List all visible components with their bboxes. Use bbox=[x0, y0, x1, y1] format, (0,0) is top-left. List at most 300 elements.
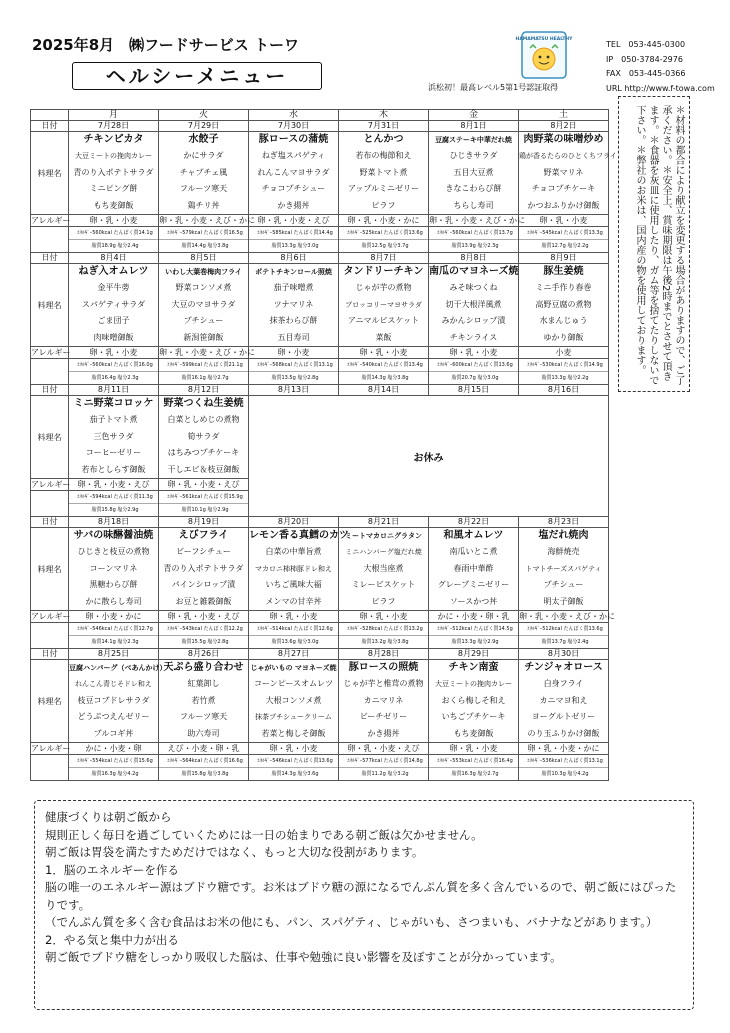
energy-protein: ｴﾈﾙｷﾞｰ543kcal たんぱく質12.2g bbox=[167, 626, 243, 632]
menu-cell bbox=[69, 264, 159, 347]
nutrition-cell bbox=[159, 491, 249, 517]
side-dish: 菜飯 bbox=[375, 332, 392, 342]
main-dish: ねぎ入オムレツ bbox=[78, 266, 149, 277]
allergy-cell: 卵・乳・小麦 bbox=[339, 347, 429, 359]
fat-salt: 脂質14.3g 塩分3.6g bbox=[249, 767, 338, 780]
menu-cell bbox=[339, 132, 429, 215]
side-dish: スパゲティサラダ bbox=[81, 299, 146, 309]
fat-salt: 脂質13.3g 塩分2.9g bbox=[429, 635, 518, 648]
fat-salt: 脂質16.4g 塩分2.3g bbox=[69, 371, 158, 384]
info-line: 規則正しく毎日を過ごしていくためには一日の始まりである朝ご飯は欠かせません。 bbox=[45, 827, 483, 842]
date-cell: 8月19日 bbox=[159, 517, 249, 528]
energy-protein: ｴﾈﾙｷﾞｰ579kcal たんぱく質16.5g bbox=[167, 230, 243, 236]
fat-salt: 脂質14.3g 塩分3.8g bbox=[339, 371, 428, 384]
allergy-cell: 卵・小麦 bbox=[249, 347, 339, 359]
side-dish: 春雨中華酢 bbox=[453, 563, 494, 573]
allergy-cell: 卵・乳・小麦 bbox=[69, 347, 159, 359]
side-dish: 大豆ミートの挽肉カレー bbox=[75, 152, 152, 161]
info-line: 脳の唯一のエネルギー源はブドウ糖です。お米はブドウ糖の源になるでんぷん質を多く含んでいるので、朝ご飯にはぴったりです。 bbox=[45, 880, 677, 912]
side-dish: カニマヨ和え bbox=[539, 695, 588, 705]
side-dish: 茄子トマト煮 bbox=[89, 415, 138, 425]
main-dish: 南瓜のマヨネーズ焼 bbox=[429, 266, 519, 277]
main-dish: えびフライ bbox=[178, 530, 229, 541]
side-dish: 野菜マリネ bbox=[543, 167, 584, 177]
allergy-cell: 小麦 bbox=[519, 347, 609, 359]
date-row bbox=[31, 253, 609, 264]
main-dish: 野菜つくね生姜焼 bbox=[163, 398, 244, 409]
side-dish: コーンピースオムレツ bbox=[253, 679, 334, 689]
fat-salt: 脂質16.3g 塩分2.7g bbox=[429, 767, 518, 780]
side-dish: 抹茶プチシュークリーム bbox=[255, 713, 332, 722]
nutrition-cell bbox=[429, 623, 519, 649]
side-dish: 野菜コンソメ煮 bbox=[175, 283, 232, 293]
menu-cell bbox=[339, 660, 429, 743]
nutrition-cell bbox=[69, 755, 159, 781]
menu-cell bbox=[249, 264, 339, 347]
nutrition-cell bbox=[69, 491, 159, 517]
fat-salt: 脂質18.9g 塩分2.4g bbox=[69, 239, 158, 252]
energy-protein: ｴﾈﾙｷﾞｰ568kcal たんぱく質13.1g bbox=[257, 362, 333, 368]
energy-protein: ｴﾈﾙｷﾞｰ554kcal たんぱく質15.6g bbox=[77, 758, 153, 764]
nutrition-cell bbox=[159, 755, 249, 781]
side-dish: はちみつプチケーキ bbox=[167, 448, 240, 458]
side-dish: みかんシロップ漬 bbox=[441, 316, 506, 326]
allergy-cell: 卵・乳・小麦・かに bbox=[519, 743, 609, 755]
energy-protein: ｴﾈﾙｷﾞｰ512kcal たんぱく質14.5g bbox=[437, 626, 513, 632]
allergy-cell: 卵・小麦・かに bbox=[69, 611, 159, 623]
allergy-label: アレルギー bbox=[31, 348, 71, 357]
fat-salt: 脂質13.9g 塩分2.3g bbox=[429, 239, 518, 252]
date-label: 日付 bbox=[31, 649, 69, 660]
date-cell: 8月15日 bbox=[429, 385, 519, 396]
side-dish: 新潟笹御飯 bbox=[183, 332, 224, 342]
side-dish: 鶏チリ丼 bbox=[187, 200, 220, 210]
nutrition-label bbox=[31, 227, 69, 253]
energy-protein: ｴﾈﾙｷﾞｰ525kcal たんぱく質13.6g bbox=[347, 230, 423, 236]
side-dish: かに散らし寿司 bbox=[85, 596, 142, 606]
side-dish: 抹茶わらび餅 bbox=[269, 316, 318, 326]
menu-cell bbox=[339, 264, 429, 347]
side-dish: 五目寿司 bbox=[277, 332, 310, 342]
side-dish: ブルコギ丼 bbox=[93, 728, 134, 738]
side-dish: じゃが芋と椎茸の煮物 bbox=[343, 679, 424, 689]
side-dish: 枝豆コブドレサラダ bbox=[77, 695, 150, 705]
side-dish: ちらし寿司 bbox=[453, 200, 494, 210]
fat-salt: 脂質15.8g 塩分2.9g bbox=[69, 503, 158, 516]
info-box bbox=[34, 800, 694, 1010]
side-dish: チャプチェ風 bbox=[179, 167, 228, 177]
weekday-header-row bbox=[31, 110, 609, 121]
fat-salt: 脂質15.8g 塩分3.8g bbox=[159, 767, 248, 780]
main-dish: ポテトチキンロール照焼 bbox=[255, 268, 332, 276]
main-dish: じゃがいもの マヨネーズ焼 bbox=[250, 664, 337, 672]
dish-label: 料理名 bbox=[31, 528, 69, 611]
info-line: 朝ご飯でブドウ糖をしっかり吸収した脳は、仕事や勉強に良い影響を及ぼすことが分かっています。 bbox=[45, 950, 562, 964]
side-dish: ミレービスケット bbox=[351, 580, 416, 590]
side-dish: トマトチーズスパゲティ bbox=[525, 564, 602, 573]
nutrition-cell bbox=[519, 755, 609, 781]
main-dish: 豚生姜焼 bbox=[543, 266, 584, 277]
dish-row bbox=[31, 264, 609, 347]
side-dish: 金平牛蒡 bbox=[97, 283, 130, 293]
side-dish: フルーツ寒天 bbox=[179, 712, 228, 722]
nutrition-cell bbox=[249, 623, 339, 649]
date-cell: 7月31日 bbox=[339, 121, 429, 132]
weekday-cell: 金 bbox=[429, 110, 519, 121]
fat-salt: 脂質14.4g 塩分3.8g bbox=[159, 239, 248, 252]
side-dish: かき揚丼 bbox=[277, 200, 310, 210]
side-dish: 海鮮焼売 bbox=[547, 547, 580, 557]
menu-cell bbox=[519, 660, 609, 743]
main-dish: チキンピカタ bbox=[83, 134, 144, 145]
dish-row bbox=[31, 660, 609, 743]
allergy-cell: かに・小麦・卵 bbox=[69, 743, 159, 755]
side-dish: 野菜トマト煮 bbox=[359, 167, 408, 177]
menu-cell bbox=[429, 132, 519, 215]
info-line: 朝ご飯は胃袋を満たすためだけではなく、もっと大切な役割があります。 bbox=[45, 845, 424, 859]
side-dish: ミニピング餅 bbox=[89, 184, 138, 194]
nutrition-cell bbox=[339, 755, 429, 781]
allergy-cell: 卵・乳・小麦・かに bbox=[339, 215, 429, 227]
nutrition-cell bbox=[159, 359, 249, 385]
main-dish: 豆腐ステーキ中華だれ焼 bbox=[435, 136, 512, 144]
date-row bbox=[31, 649, 609, 660]
nutrition-cell bbox=[159, 623, 249, 649]
weekday-cell: 月 bbox=[69, 110, 159, 121]
date-label: 日付 bbox=[31, 517, 69, 528]
energy-protein: ｴﾈﾙｷﾞｰ546kcal たんぱく質13.6g bbox=[257, 758, 333, 764]
main-dish: いわし大葉巻梅肉フライ bbox=[165, 268, 242, 276]
nutrition-row bbox=[31, 227, 609, 253]
side-dish: かにサラダ bbox=[183, 151, 224, 161]
info-point-heading: 1．脳のエネルギーを作る bbox=[45, 862, 179, 877]
allergy-label: アレルギー bbox=[31, 480, 71, 489]
side-dish: かき揚丼 bbox=[367, 728, 400, 738]
side-dish: 黒糖わらび餅 bbox=[89, 580, 138, 590]
notice-box bbox=[618, 96, 690, 392]
date-cell: 7月30日 bbox=[249, 121, 339, 132]
date-row bbox=[31, 517, 609, 528]
nutrition-cell bbox=[249, 227, 339, 253]
main-dish: サバの味醂醤油焼 bbox=[73, 530, 154, 541]
side-dish: みそ味つくね bbox=[449, 283, 498, 293]
side-dish: 白菜としめじの煮物 bbox=[167, 415, 240, 425]
side-dish: もち麦御飯 bbox=[93, 200, 134, 210]
contact-ip: IP 050-3784-2976 bbox=[606, 54, 683, 64]
side-dish: チキンライス bbox=[449, 332, 498, 342]
date-cell: 8月9日 bbox=[519, 253, 609, 264]
nutrition-row bbox=[31, 359, 609, 385]
date-row bbox=[31, 121, 609, 132]
nutrition-cell bbox=[429, 227, 519, 253]
dish-label: 料理名 bbox=[31, 264, 69, 347]
energy-protein: ｴﾈﾙｷﾞｰ577kcal たんぱく質14.8g bbox=[347, 758, 423, 764]
menu-cell bbox=[249, 132, 339, 215]
nutrition-label bbox=[31, 491, 69, 517]
nutrition-cell bbox=[69, 359, 159, 385]
fat-salt: 脂質13.5g 塩分2.8g bbox=[249, 371, 338, 384]
side-dish: チョコプチケーキ bbox=[531, 184, 596, 194]
side-dish: マカロニ柿柿豚ドレ和え bbox=[255, 564, 332, 573]
allergy-cell: 卵・乳・小麦・えび bbox=[69, 479, 159, 491]
main-dish: チンジャオロース bbox=[524, 662, 603, 673]
energy-protein: ｴﾈﾙｷﾞｰ585kcal たんぱく質14.4g bbox=[257, 230, 333, 236]
side-dish: コーンマリネ bbox=[89, 563, 138, 573]
side-dish: のり玉ふりかけ御飯 bbox=[527, 728, 600, 738]
menu-cell bbox=[339, 528, 429, 611]
nutrition-cell bbox=[339, 623, 429, 649]
weekday-cell: 木 bbox=[339, 110, 429, 121]
date-cell: 8月22日 bbox=[429, 517, 519, 528]
energy-protein: ｴﾈﾙｷﾞｰ546kcal たんぱく質12.7g bbox=[77, 626, 153, 632]
allergy-cell: 卵・乳・小麦・えび bbox=[339, 743, 429, 755]
side-dish: 若菜と梅しそ御飯 bbox=[261, 728, 326, 738]
dish-row bbox=[31, 132, 609, 215]
date-cell: 7月28日 bbox=[69, 121, 159, 132]
menu-cell bbox=[519, 528, 609, 611]
nutrition-label bbox=[31, 623, 69, 649]
nutrition-cell bbox=[69, 623, 159, 649]
side-dish: ヨーグルトゼリー bbox=[531, 712, 596, 722]
fat-salt: 脂質15.5g 塩分2.8g bbox=[159, 635, 248, 648]
date-cell: 8月18日 bbox=[69, 517, 159, 528]
energy-protein: ｴﾈﾙｷﾞｰ600kcal たんぱく質13.6g bbox=[437, 362, 513, 368]
allergy-cell: 卵・乳・小麦・えび bbox=[159, 611, 249, 623]
menu-cell bbox=[69, 660, 167, 743]
contact-tel: TEL 053-445-0300 bbox=[606, 40, 686, 49]
side-dish: 大豆ミートの挽肉カレー bbox=[435, 680, 512, 689]
energy-protein: ｴﾈﾙｷﾞｰ560kcal たんぱく質13.7g bbox=[437, 230, 513, 236]
main-dish: 豚ロースの照焼 bbox=[348, 662, 419, 673]
allergy-cell: 卵・乳・小麦 bbox=[249, 611, 339, 623]
date-cell: 8月4日 bbox=[69, 253, 159, 264]
allergy-cell: 卵・乳・小麦 bbox=[429, 743, 519, 755]
side-dish: れんこんマヨサラダ bbox=[257, 167, 330, 177]
healthy-logo bbox=[515, 30, 573, 80]
date-row bbox=[31, 385, 609, 396]
side-dish: お豆と雑穀御飯 bbox=[175, 596, 232, 606]
menu-cell bbox=[159, 396, 249, 479]
allergy-cell: 卵・乳・小麦・えび bbox=[249, 215, 339, 227]
side-dish: 切干大根洋風煮 bbox=[445, 299, 502, 309]
allergy-label: アレルギー bbox=[31, 216, 71, 225]
side-dish: 白身フライ bbox=[543, 679, 584, 689]
info-line: （でんぷん質を多く含む食品はお米の他にも、パン、スパゲティ、じゃがいも、さつまいも、バナナなどがあります。） bbox=[45, 915, 658, 929]
side-dish: 大根当座煮 bbox=[363, 563, 404, 573]
fat-salt: 脂質12.5g 塩分3.7g bbox=[339, 239, 428, 252]
side-dish: 大根コンソメ煮 bbox=[265, 695, 322, 705]
menu-cell bbox=[69, 528, 159, 611]
allergy-cell: 卵・乳・小麦・えび bbox=[159, 479, 249, 491]
side-dish: ツナマリネ bbox=[273, 299, 314, 309]
date-cell: 8月26日 bbox=[159, 649, 249, 660]
side-dish: かつおふりかけ御飯 bbox=[527, 200, 600, 210]
contact-url[interactable]: URL http://www.f-towa.com bbox=[606, 83, 715, 93]
side-dish: 干しエビ＆枝豆御飯 bbox=[167, 464, 240, 474]
allergy-label: アレルギー bbox=[31, 744, 71, 753]
allergy-row bbox=[31, 215, 609, 227]
allergy-row bbox=[31, 611, 609, 623]
side-dish: アップルミニゼリー bbox=[347, 184, 420, 194]
fat-salt: 脂質10.1g 塩分2.9g bbox=[159, 503, 248, 516]
allergy-cell: 卵・乳・小麦 bbox=[249, 743, 339, 755]
side-dish: プチシュー bbox=[183, 316, 224, 326]
side-dish: 鶏が香るたらのひとくちフライ bbox=[519, 152, 617, 161]
holiday-cell: お休み bbox=[249, 396, 609, 517]
side-dish: 水まんじゅう bbox=[539, 316, 588, 326]
side-dish: ミニハンバーグ塩だれ焼 bbox=[345, 548, 422, 557]
main-dish: タンドリーチキン bbox=[343, 266, 424, 277]
healthy-logo-icon bbox=[515, 30, 573, 80]
side-dish: きなこわらび餅 bbox=[445, 184, 502, 194]
side-dish: 白菜の中華旨煮 bbox=[265, 547, 322, 557]
dish-label: 料理名 bbox=[31, 132, 69, 215]
info-heading: 健康づくりは朝ご飯から bbox=[45, 810, 172, 824]
side-dish: メンマの甘辛丼 bbox=[265, 596, 322, 606]
main-dish: レモン香る真鱈のカツ bbox=[249, 530, 349, 541]
date-cell: 8月1日 bbox=[429, 121, 519, 132]
fat-salt: 脂質13.6g 塩分3.0g bbox=[249, 635, 338, 648]
energy-protein: ｴﾈﾙｷﾞｰ540kcal たんぱく質13.4g bbox=[347, 362, 423, 368]
weekday-cell: 水 bbox=[249, 110, 339, 121]
fat-salt: 脂質13.3g 塩分3.0g bbox=[249, 239, 338, 252]
nutrition-label bbox=[31, 755, 69, 781]
nutrition-cell bbox=[159, 227, 249, 253]
corner-cell bbox=[31, 110, 69, 121]
menu-table-wrap bbox=[30, 109, 617, 781]
dish-row bbox=[31, 396, 609, 479]
allergy-cell: 卵・乳・小麦・えび・かに bbox=[519, 612, 615, 621]
side-dish: 大豆のマヨサラダ bbox=[171, 299, 236, 309]
fat-salt: 脂質16.1g 塩分2.7g bbox=[159, 371, 248, 384]
side-dish: 茄子味噌煮 bbox=[273, 283, 314, 293]
allergy-label: アレルギー bbox=[31, 612, 71, 621]
side-dish: 助六寿司 bbox=[187, 728, 220, 738]
nutrition-label bbox=[31, 359, 69, 385]
side-dish: ゆかり御飯 bbox=[543, 332, 584, 342]
energy-protein: ｴﾈﾙｷﾞｰ530kcal たんぱく質14.9g bbox=[527, 362, 603, 368]
side-dish: アニマルビスケット bbox=[347, 316, 420, 326]
allergy-cell: 卵・乳・小麦・えび・かに bbox=[159, 216, 255, 225]
date-cell: 8月5日 bbox=[159, 253, 249, 264]
menu-cell bbox=[519, 264, 609, 347]
side-dish: パインシロップ漬 bbox=[171, 580, 236, 590]
side-dish: 筍サラダ bbox=[187, 431, 220, 441]
side-dish: 若布としらす御飯 bbox=[81, 464, 146, 474]
energy-protein: ｴﾈﾙｷﾞｰ553kcal たんぱく質16.4g bbox=[437, 758, 513, 764]
fat-salt: 脂質14.1g 塩分2.3g bbox=[69, 635, 158, 648]
side-dish: ピラフ bbox=[371, 200, 396, 210]
side-dish: チョコプチシュー bbox=[261, 184, 326, 194]
side-dish: ビーチゼリー bbox=[359, 712, 408, 722]
nutrition-cell bbox=[249, 755, 339, 781]
date-cell: 8月14日 bbox=[339, 385, 429, 396]
side-dish: どうぶつえんゼリー bbox=[77, 712, 150, 722]
side-dish: フルーツ寒天 bbox=[179, 184, 228, 194]
energy-protein: ｴﾈﾙｷﾞｰ561kcal たんぱく質15.9g bbox=[167, 494, 243, 500]
main-dish: 和風オムレツ bbox=[443, 530, 504, 541]
dish-label: 料理名 bbox=[31, 660, 69, 743]
contact-fax: FAX 053-445-0366 bbox=[606, 69, 686, 78]
energy-protein: ｴﾈﾙｷﾞｰ594kcal たんぱく質11.3g bbox=[77, 494, 153, 500]
nutrition-cell bbox=[519, 227, 609, 253]
fat-salt: 脂質10.3g 塩分4.2g bbox=[519, 767, 608, 780]
energy-protein: ｴﾈﾙｷﾞｰ560kcal たんぱく質16.0g bbox=[77, 362, 153, 368]
nutrition-cell bbox=[519, 623, 609, 649]
side-dish: じゃが芋の煮物 bbox=[355, 283, 412, 293]
nutrition-row bbox=[31, 623, 609, 649]
side-dish: 青のり入ポテトサラダ bbox=[73, 167, 154, 177]
side-dish: プチシュー bbox=[543, 580, 584, 590]
fat-salt: 脂質12.7g 塩分2.2g bbox=[519, 239, 608, 252]
date-cell: 8月7日 bbox=[339, 253, 429, 264]
menu-cell bbox=[69, 132, 159, 215]
nutrition-cell bbox=[339, 227, 429, 253]
menu-cell bbox=[159, 132, 249, 215]
energy-protein: ｴﾈﾙｷﾞｰ512kcal たんぱく質13.6g bbox=[527, 626, 603, 632]
main-dish: 水餃子 bbox=[188, 134, 219, 145]
nutrition-cell bbox=[519, 359, 609, 385]
side-dish: ごま団子 bbox=[97, 316, 130, 326]
info-point-heading: 2．やる気と集中力が出る bbox=[45, 932, 179, 947]
nutrition-cell bbox=[429, 359, 519, 385]
date-cell: 8月6日 bbox=[249, 253, 339, 264]
side-dish: ブロッコリーマヨサラダ bbox=[345, 300, 422, 309]
side-dish: ミニ手作り春巻 bbox=[535, 283, 592, 293]
side-dish: 若竹煮 bbox=[191, 695, 216, 705]
menu-cell bbox=[429, 264, 519, 347]
energy-protein: ｴﾈﾙｷﾞｰ545kcal たんぱく質13.3g bbox=[527, 230, 603, 236]
allergy-row bbox=[31, 347, 609, 359]
side-dish: いちごプチケーキ bbox=[441, 712, 506, 722]
date-cell: 8月8日 bbox=[429, 253, 519, 264]
date-cell: 8月28日 bbox=[339, 649, 429, 660]
date-cell: 8月21日 bbox=[339, 517, 429, 528]
energy-protein: ｴﾈﾙｷﾞｰ528kcal たんぱく質13.2g bbox=[347, 626, 423, 632]
energy-protein: ｴﾈﾙｷﾞｰ514kcal たんぱく質12.6g bbox=[257, 626, 333, 632]
energy-protein: ｴﾈﾙｷﾞｰ599kcal たんぱく質21.1g bbox=[167, 362, 243, 368]
side-dish: 肉味噌御飯 bbox=[93, 332, 134, 342]
date-cell: 7月29日 bbox=[159, 121, 249, 132]
side-dish: 南瓜いとこ煮 bbox=[449, 547, 498, 557]
nutrition-cell bbox=[429, 755, 519, 781]
side-dish: ビーフシチュー bbox=[176, 547, 231, 557]
menu-cell bbox=[429, 528, 519, 611]
logo-text: HAMAMATSU HEALTHY bbox=[515, 37, 573, 42]
allergy-row bbox=[31, 743, 609, 755]
side-dish: 三色サラダ bbox=[93, 431, 134, 441]
date-cell: 8月16日 bbox=[519, 385, 609, 396]
date-cell: 8月20日 bbox=[249, 517, 339, 528]
main-dish: ミニ野菜コロッケ bbox=[73, 398, 154, 409]
certification-text: 浜松初！最高レベル5第1号認証取得 bbox=[428, 83, 559, 92]
date-cell: 8月29日 bbox=[429, 649, 519, 660]
date-cell: 8月23日 bbox=[519, 517, 609, 528]
dish-row bbox=[31, 528, 609, 611]
menu-cell bbox=[159, 264, 249, 347]
side-dish: グレープミニゼリー bbox=[437, 580, 510, 590]
main-dish: 肉野菜の味噌炒め bbox=[523, 134, 604, 145]
contact-info bbox=[606, 38, 715, 96]
nutrition-row bbox=[31, 755, 609, 781]
main-dish: 豆腐ハンバーグ（べあんかけ） bbox=[69, 664, 167, 672]
main-dish: 豚ロースの蒲焼 bbox=[258, 134, 329, 145]
date-cell: 8月11日 bbox=[69, 385, 159, 396]
side-dish: 明太子御飯 bbox=[543, 596, 584, 606]
side-dish: 五目大豆煮 bbox=[453, 167, 494, 177]
side-dish: ねぎ塩スパゲティ bbox=[261, 151, 326, 161]
menu-cell bbox=[159, 660, 249, 743]
